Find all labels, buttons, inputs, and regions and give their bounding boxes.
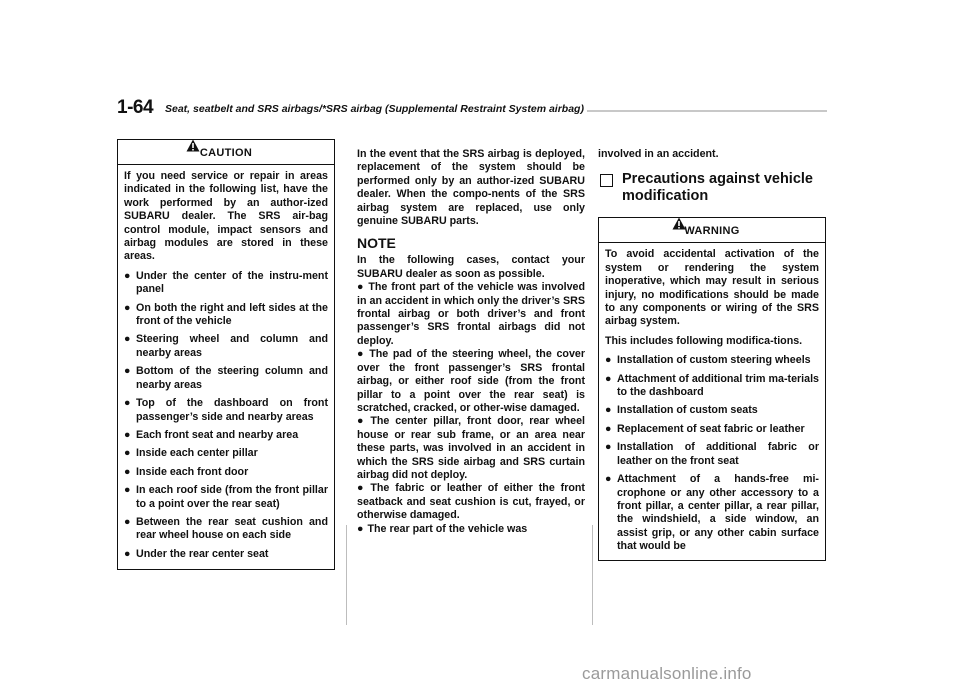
bullet-icon: ● — [357, 415, 367, 428]
bullet-icon: ● — [124, 428, 131, 441]
bullet-icon: ● — [124, 515, 131, 528]
list-item: ● Between the rear seat cushion and rear wheel house on each side — [124, 515, 328, 542]
caution-box — [117, 139, 335, 570]
bullet-icon: ● — [357, 522, 364, 535]
bullet-icon: ● — [605, 473, 612, 486]
section-heading — [598, 171, 826, 205]
warning-header — [599, 218, 825, 243]
warning-list — [605, 354, 819, 553]
airbag-replacement-paragraph: In the event that the SRS airbag is deployed, replacement of the system should be performed only by an author-ized SUBARU dealer. When the compo-nents of the SRS airbag system are replaced, use only genuine SUBARU parts. — [357, 148, 585, 228]
list-item: ● Replacement of seat fabric or leather — [605, 422, 805, 435]
bullet-icon: ● — [124, 484, 131, 497]
bullet-icon: ● — [605, 404, 612, 417]
caution-header — [118, 140, 334, 165]
caution-list — [124, 270, 328, 561]
bullet-icon: ● — [124, 301, 131, 314]
square-bullet-icon — [600, 174, 613, 187]
caution-body — [118, 165, 334, 569]
bullet-icon: ● — [124, 447, 131, 460]
column-middle — [357, 148, 585, 536]
list-item: ● Under the rear center seat — [124, 547, 269, 560]
continuation-text: involved in an accident. — [598, 148, 719, 160]
warning-body — [599, 243, 825, 559]
list-item: ● In each roof side (from the front pillar to a point over the rear seat) — [124, 484, 328, 510]
page-title: Seat, seatbelt and SRS airbags/*SRS airbag (Supplemental Restraint System airbag) — [165, 103, 584, 115]
warning-intro: To avoid accidental activation of the system or rendering the system inoperative, which may result in serious injury, no modifications should be made to any components or wiring of the SRS airbag system. — [605, 248, 819, 328]
list-item: ● Bottom of the steering column and nearby areas — [124, 365, 328, 391]
bullet-icon: ● — [124, 397, 131, 410]
caution-intro: If you need service or repair in areas indicated in the following list, have the work performed by an author-ized SUBARU dealer. The SRS air-bag control module, impact sensors and airbag modules are stored in these areas. — [124, 170, 328, 263]
bullet-icon: ● — [124, 333, 131, 346]
list-item: ● Each front seat and nearby area — [124, 428, 299, 441]
list-item: ● Inside each front door — [124, 465, 249, 478]
bullet-icon: ● — [124, 465, 131, 478]
warning-intro-2: This includes following modifica-tions. — [605, 334, 803, 347]
bullet-icon: ● — [124, 547, 131, 560]
section-heading-text: Precautions against vehicle modification — [622, 171, 813, 205]
list-item: ● Inside each center pillar — [124, 447, 258, 460]
note-section — [357, 254, 585, 536]
note-title: NOTE — [357, 235, 396, 252]
list-item: ● The rear part of the vehicle was — [357, 522, 528, 535]
list-item: ● Attachment of a hands-free mi-crophone or any other accessory to a front pillar, a center pillar, a rear pillar, the windshield, a side window, an assist grip, or any other cabin surface that would be — [605, 473, 819, 553]
list-item: ● On both the right and left sides at the front of the vehicle — [124, 301, 328, 328]
page-header — [117, 99, 827, 123]
bullet-icon: ● — [605, 422, 612, 435]
bullet-icon: ● — [605, 372, 612, 385]
list-item: ● Installation of custom seats — [605, 404, 758, 417]
header-rule — [587, 110, 827, 112]
column-divider — [592, 525, 593, 625]
list-item: ● Installation of additional fabric or leather on the front seat — [605, 441, 819, 467]
column-left — [117, 139, 335, 570]
bullet-icon: ● — [357, 281, 365, 294]
bullet-icon: ● — [357, 348, 366, 361]
list-item: ● The center pillar, front door, rear wheel house or rear sub frame, or an area near these parts, was involved in an accident in which the SRS side airbag and SRS curtain airbag did not deploy. — [357, 415, 585, 481]
warning-label: WARNING — [684, 225, 740, 238]
page-number: 1-64 — [117, 97, 154, 118]
list-item: ● The front part of the vehicle was involved in an accident in which only the driver’s SRS frontal airbag or both driver’s and front passenger’s SRS frontal airbags did not deploy. — [357, 281, 585, 347]
bullet-icon: ● — [605, 441, 612, 454]
bullet-icon: ● — [124, 269, 131, 282]
list-item: ● The pad of the steering wheel, the cover over the front passenger’s SRS frontal airbag, or either roof side (from the front pillar to a point over the rear seat) is scratched, cracked, or other-wise damaged. — [357, 348, 585, 414]
watermark: carmanualsonline.info — [582, 664, 752, 683]
bullet-icon: ● — [605, 354, 612, 367]
list-item: ● Under the center of the instru-ment panel — [124, 269, 328, 296]
note-intro: In the following cases, contact your SUBARU dealer as soon as possible. — [357, 254, 585, 280]
bullet-icon: ● — [124, 365, 131, 378]
bullet-icon: ● — [357, 482, 367, 495]
warning-box — [598, 217, 826, 560]
list-item: ● The fabric or leather of either the front seatback and seat cushion is cut, frayed, or otherwise damaged. — [357, 482, 585, 522]
list-item: ● Attachment of additional trim ma-terials to the dashboard — [605, 372, 819, 399]
column-divider — [346, 525, 347, 625]
list-item: ● Steering wheel and column and nearby areas — [124, 333, 328, 359]
column-right — [598, 148, 826, 561]
caution-label: CAUTION — [199, 147, 253, 159]
list-item: ● Top of the dashboard on front passenger’s side and nearby areas — [124, 397, 328, 423]
list-item: ● Installation of custom steering wheels — [605, 354, 811, 367]
